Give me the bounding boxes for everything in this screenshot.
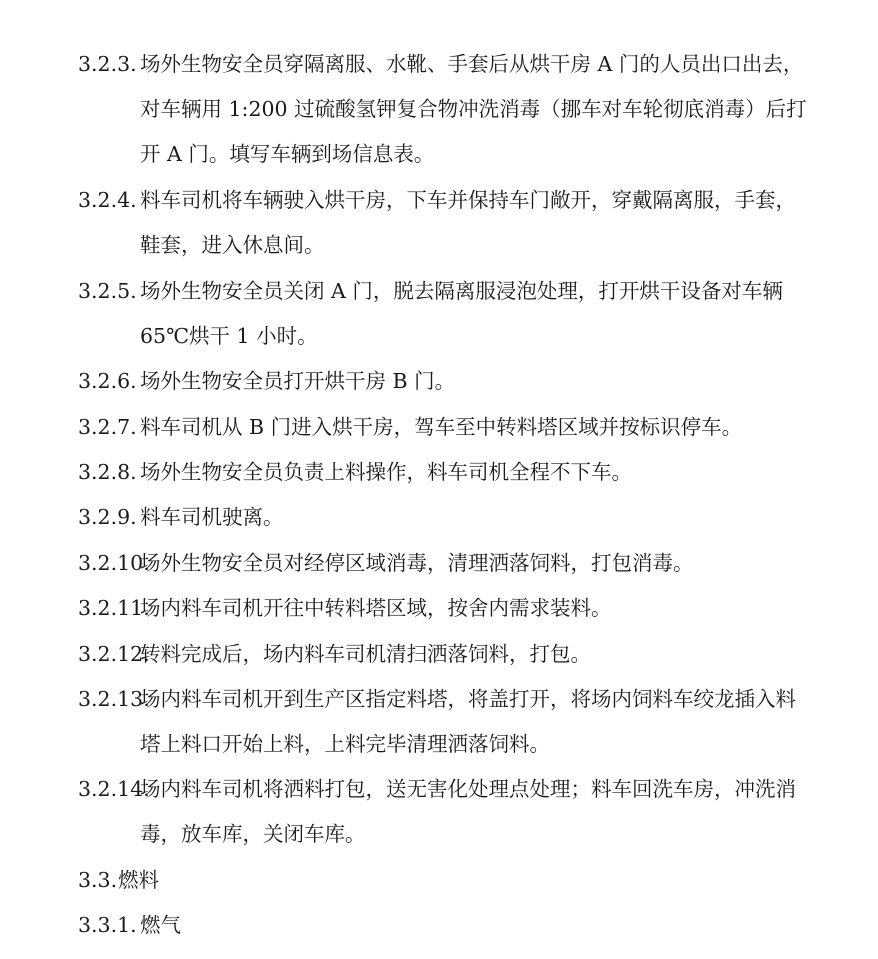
item-text-line: 鞋套，进入休息间。 bbox=[140, 233, 325, 257]
item-text-line: 场外生物安全员负责上料操作，料车司机全程不下车。 bbox=[140, 460, 632, 484]
item-number: 3.2.14. bbox=[78, 777, 150, 801]
item-text-line: 场外生物安全员打开烘干房 B 门。 bbox=[140, 369, 456, 393]
item-text-line: 开 A 门。填写车辆到场信息表。 bbox=[140, 142, 435, 166]
item-number: 3.2.7. bbox=[78, 415, 137, 439]
subsection-title: 燃气 bbox=[140, 913, 181, 937]
item-text-line: 场外生物安全员穿隔离服、水靴、手套后从烘干房 A 门的人员出口出去， bbox=[140, 52, 804, 76]
item-number: 3.2.4. bbox=[78, 188, 137, 212]
subsection-number: 3.3.1. bbox=[78, 913, 137, 937]
item-text-line: 场外生物安全员关闭 A 门，脱去隔离服浸泡处理，打开烘干设备对车辆 bbox=[140, 279, 783, 303]
item-text-line: 场内料车司机开往中转料塔区域，按舍内需求装料。 bbox=[140, 596, 612, 620]
item-text-line: 场外生物安全员对经停区域消毒，清理洒落饲料，打包消毒。 bbox=[140, 551, 694, 575]
section-number: 3.3. bbox=[78, 868, 118, 892]
item-text-line: 转料完成后，场内料车司机清扫洒落饲料，打包。 bbox=[140, 642, 591, 666]
item-number: 3.2.8. bbox=[78, 460, 137, 484]
item-number: 3.2.6. bbox=[78, 369, 137, 393]
item-number: 3.2.11. bbox=[78, 596, 150, 620]
item-number: 3.2.12. bbox=[78, 642, 150, 666]
item-text-line: 场内料车司机开到生产区指定料塔，将盖打开，将场内饲料车绞龙插入料 bbox=[140, 687, 796, 711]
item-number: 3.2.13. bbox=[78, 687, 150, 711]
item-text-line: 场内料车司机将洒料打包，送无害化处理点处理；料车回洗车房，冲洗消 bbox=[140, 777, 796, 801]
item-number: 3.2.5. bbox=[78, 279, 137, 303]
item-text-line: 料车司机驶离。 bbox=[140, 505, 284, 529]
item-text-line: 65℃烘干 1 小时。 bbox=[140, 324, 318, 348]
section-title: 燃料 bbox=[118, 868, 159, 892]
item-text-line: 料车司机从 B 门进入烘干房，驾车至中转料塔区域并按标识停车。 bbox=[140, 415, 743, 439]
item-text-line: 对车辆用 1:200 过硫酸氢钾复合物冲洗消毒（挪车对车轮彻底消毒）后打 bbox=[140, 97, 807, 121]
item-text-line: 塔上料口开始上料，上料完毕清理洒落饲料。 bbox=[140, 732, 550, 756]
item-text-line: 毒，放车库，关闭车库。 bbox=[140, 822, 366, 846]
item-text-line: 料车司机将车辆驶入烘干房，下车并保持车门敞开，穿戴隔离服，手套， bbox=[140, 188, 796, 212]
item-number: 3.2.9. bbox=[78, 505, 137, 529]
item-number: 3.2.3. bbox=[78, 52, 137, 76]
item-number: 3.2.10. bbox=[78, 551, 150, 575]
